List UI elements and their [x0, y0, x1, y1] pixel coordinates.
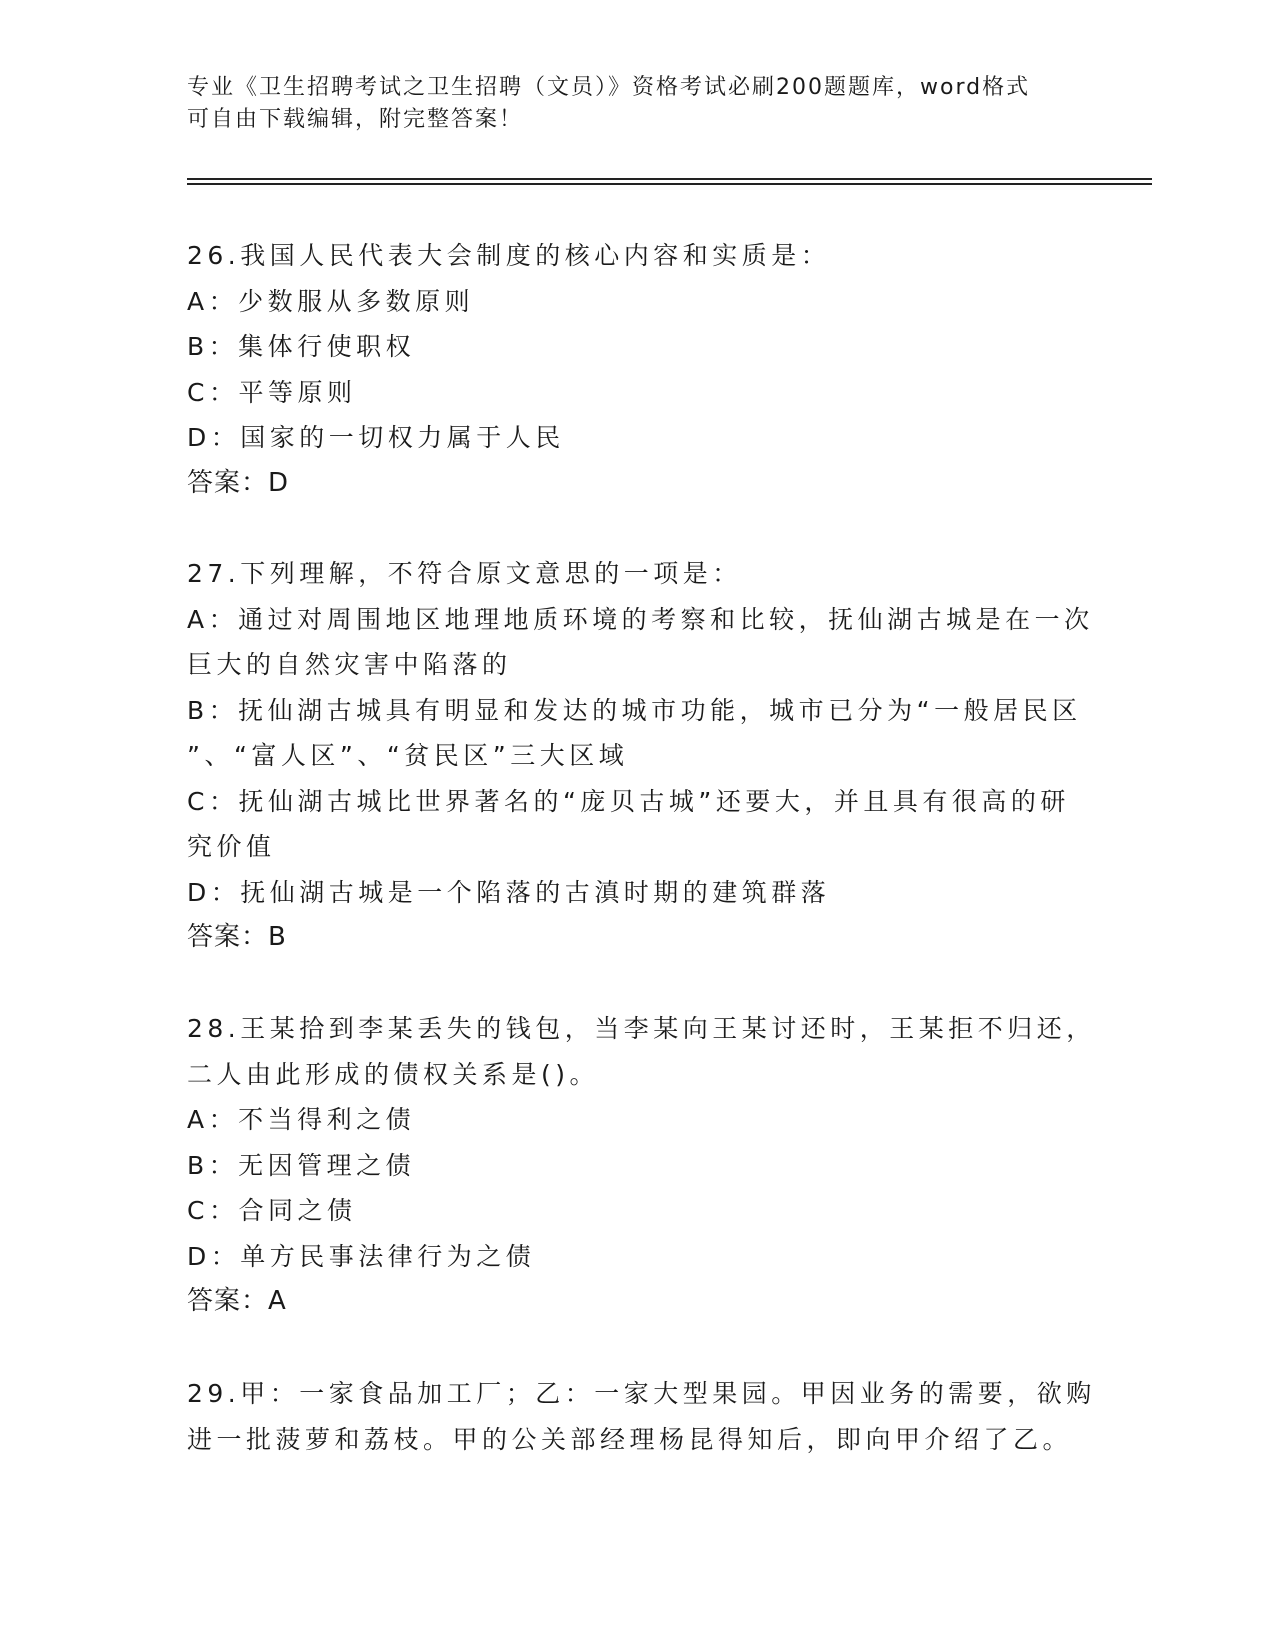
option-c: C：合同之债 [187, 1196, 357, 1225]
question-stem: 28.王某拾到李某丢失的钱包，当李某向王某讨还时，王某拒不归还， [187, 1014, 1096, 1043]
question-28 [187, 1006, 1096, 1325]
option-b: B：抚仙湖古城具有明显和发达的城市功能，城市已分为“一般居民区 [187, 695, 1082, 725]
answer-line: 答案：B [187, 922, 287, 952]
header-line-1: 专业《卫生招聘考试之卫生招聘（文员）》资格考试必刷200题题库，word格式 [187, 75, 1031, 100]
option-a-continued: 巨大的自然灾害中陷落的 [187, 650, 512, 679]
header-line-2: 可自由下载编辑，附完整答案！ [187, 107, 524, 132]
header-divider-top [187, 178, 1152, 180]
option-a: A：不当得利之债 [187, 1105, 416, 1134]
option-b: B：无因管理之债 [187, 1150, 416, 1180]
option-a: A：少数服从多数原则 [187, 286, 475, 316]
option-d: D：国家的一切权力属于人民 [187, 423, 565, 452]
question-29 [187, 1371, 1096, 1462]
option-c: C：平等原则 [187, 377, 357, 407]
option-c-continued: 究价值 [187, 832, 276, 861]
question-stem: 26.我国人民代表大会制度的核心内容和实质是： [187, 241, 831, 270]
question-27 [187, 551, 1094, 961]
header-divider-bottom [187, 183, 1152, 185]
option-c: C：抚仙湖古城比世界著名的“庞贝古城”还要大，并且具有很高的研 [187, 786, 1070, 816]
question-stem-continued: 二人由此形成的债权关系是()。 [187, 1059, 600, 1089]
option-d: D：单方民事法律行为之债 [187, 1241, 536, 1271]
option-b-continued: ”、“富人区”、“贫民区”三大区域 [187, 741, 629, 770]
option-b: B：集体行使职权 [187, 332, 416, 361]
question-stem: 27.下列理解，不符合原文意思的一项是： [187, 559, 742, 588]
question-26 [187, 233, 1087, 506]
question-stem: 29.甲：一家食品加工厂；乙：一家大型果园。甲因业务的需要，欲购 [187, 1379, 1096, 1408]
question-stem-continued: 进一批菠萝和荔枝。甲的公关部经理杨昆得知后，即向甲介绍了乙。 [187, 1424, 1073, 1454]
option-d: D：抚仙湖古城是一个陷落的古滇时期的建筑群落 [187, 877, 831, 907]
option-a: A：通过对周围地区地理地质环境的考察和比较，抚仙湖古城是在一次 [187, 604, 1094, 634]
answer-line: 答案：D [187, 467, 290, 498]
answer-line: 答案：A [187, 1286, 287, 1316]
document-header [187, 72, 1067, 136]
